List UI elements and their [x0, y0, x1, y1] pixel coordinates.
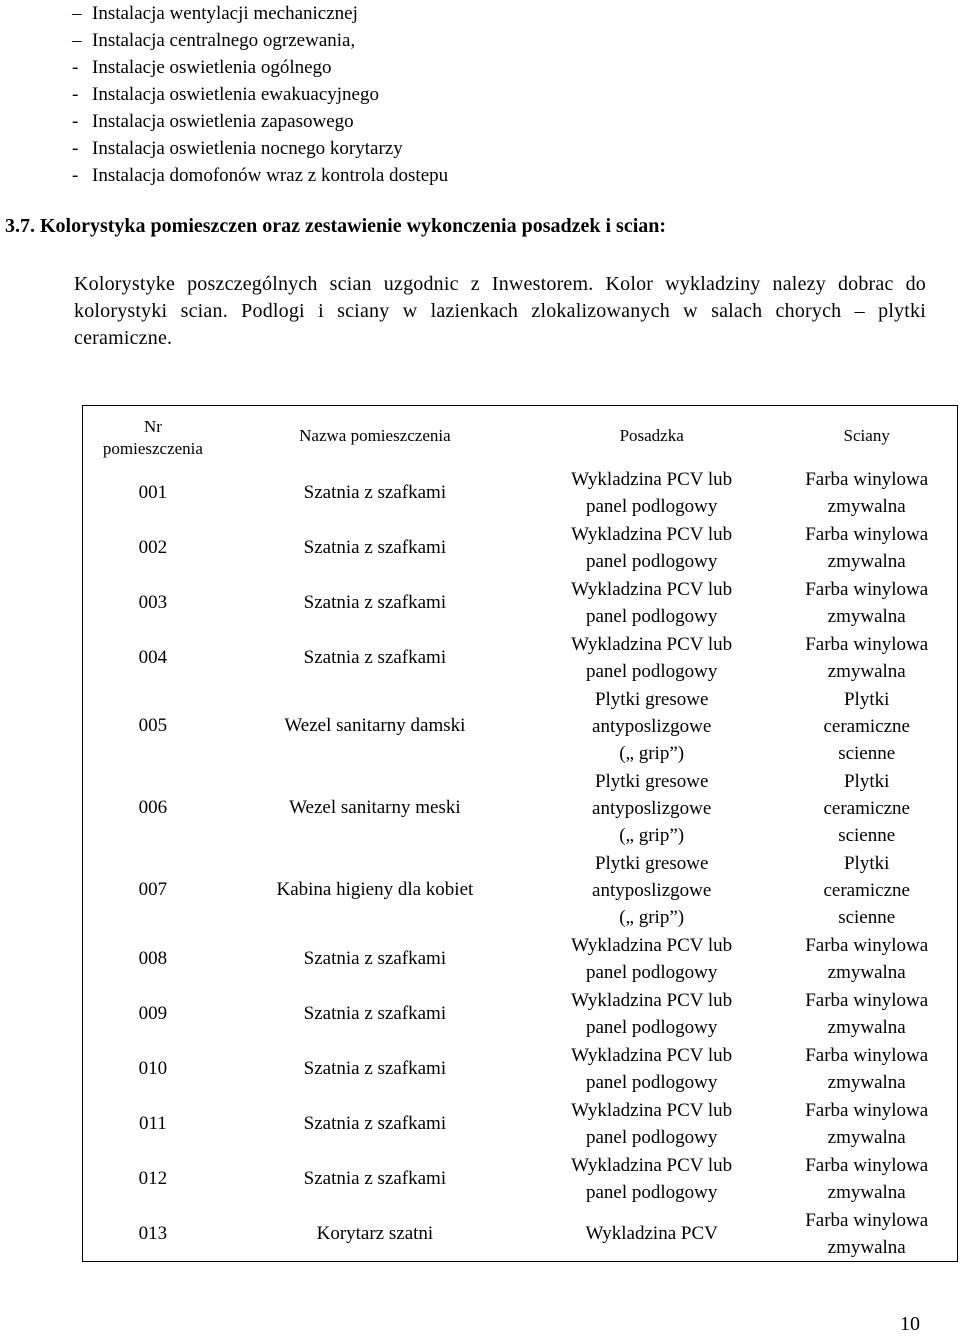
list-item: - Instalacja oswietlenia nocnego korytarzy	[72, 138, 403, 159]
cell-nr: 001	[138, 481, 168, 503]
table-row	[83, 685, 958, 767]
cell-name: Szatnia z szafkami	[303, 1112, 447, 1134]
cell-floor: Wykladzina PCV lub panel podlogowy	[571, 578, 733, 627]
cell-walls: Plytki ceramiczne scienne	[823, 852, 910, 928]
cell-walls: Farba winylowa zmywalna	[805, 1209, 929, 1258]
cell-name: Wezel sanitarny meski	[289, 797, 461, 818]
cell-nr: 006	[138, 797, 168, 818]
list-item: - Instalacja oswietlenia zapasowego	[72, 111, 354, 132]
cell-name: Kabina higieny dla kobiet	[276, 879, 474, 900]
table-row	[83, 1206, 958, 1262]
list-item: - Instalacje oswietlenia ogólnego	[72, 57, 332, 78]
table-row	[83, 575, 958, 630]
cell-walls: Farba winylowa zmywalna	[805, 934, 929, 983]
finishes-table	[82, 405, 958, 1262]
section-heading: 3.7. Kolorystyka pomieszczen oraz zestawienie wykonczenia posadzek i scian:	[5, 215, 667, 237]
cell-floor: Wykladzina PCV lub panel podlogowy	[571, 989, 733, 1038]
cell-name: Szatnia z szafkami	[303, 1057, 447, 1079]
table-row	[83, 767, 958, 849]
cell-name: Szatnia z szafkami	[303, 591, 447, 613]
list-item: - Instalacja oswietlenia ewakuacyjnego	[72, 84, 379, 105]
cell-walls: Farba winylowa zmywalna	[805, 468, 929, 517]
cell-walls: Farba winylowa zmywalna	[805, 523, 929, 572]
cell-name: Szatnia z szafkami	[303, 947, 447, 969]
cell-walls: Farba winylowa zmywalna	[805, 1154, 929, 1203]
cell-walls: Farba winylowa zmywalna	[805, 1044, 929, 1093]
cell-walls: Plytki ceramiczne scienne	[823, 688, 910, 764]
cell-nr: 007	[138, 879, 168, 900]
cell-name: Korytarz szatni	[316, 1222, 434, 1244]
cell-nr: 012	[138, 1167, 168, 1189]
table-row	[83, 1096, 958, 1151]
header-floor: Posadzka	[619, 425, 684, 445]
cell-nr: 002	[138, 536, 168, 558]
table-body	[83, 465, 958, 1262]
list-item: – Instalacja centralnego ogrzewania,	[72, 30, 356, 51]
cell-floor: Wykladzina PCV lub panel podlogowy	[571, 633, 733, 682]
header-nr: Nr pomieszczenia	[102, 416, 203, 458]
cell-walls: Farba winylowa zmywalna	[805, 989, 929, 1038]
table-row	[83, 1041, 958, 1096]
table-row	[83, 630, 958, 685]
cell-nr: 003	[138, 591, 168, 613]
cell-name: Szatnia z szafkami	[303, 536, 447, 558]
header-walls: Sciany	[843, 425, 890, 445]
section-paragraph: Kolorystyke poszczególnych scian uzgodnic z Inwestorem. Kolor wykladziny nalezy dobrac do kolorystyki scian. Podlogi i sciany w lazienkach zlokalizowanych w salach chorych – plytki ceramiczne.	[74, 273, 926, 349]
cell-floor: Wykladzina PCV	[585, 1223, 718, 1244]
cell-name: Szatnia z szafkami	[303, 646, 447, 668]
cell-floor: Wykladzina PCV lub panel podlogowy	[571, 1099, 733, 1148]
table-header-row	[83, 406, 958, 466]
cell-walls: Farba winylowa zmywalna	[805, 578, 929, 627]
cell-name: Szatnia z szafkami	[303, 1002, 447, 1024]
cell-nr: 004	[138, 646, 168, 668]
cell-floor: Wykladzina PCV lub panel podlogowy	[571, 1154, 733, 1203]
cell-nr: 008	[138, 947, 168, 969]
cell-floor: Plytki gresowe antyposlizgowe („ grip”)	[592, 688, 712, 764]
table-row	[83, 465, 958, 520]
table-row	[83, 1151, 958, 1206]
cell-floor: Plytki gresowe antyposlizgowe („ grip”)	[592, 770, 712, 846]
cell-walls: Farba winylowa zmywalna	[805, 1099, 929, 1148]
table-row	[83, 849, 958, 931]
list-item: - Instalacja domofonów wraz z kontrola dostepu	[72, 165, 449, 186]
cell-floor: Wykladzina PCV lub panel podlogowy	[571, 934, 733, 983]
cell-name: Szatnia z szafkami	[303, 481, 447, 503]
cell-floor: Wykladzina PCV lub panel podlogowy	[571, 523, 733, 572]
list-item: – Instalacja wentylacji mechanicznej	[72, 3, 358, 24]
installation-list	[72, 0, 448, 189]
cell-nr: 010	[138, 1057, 168, 1079]
cell-walls: Plytki ceramiczne scienne	[823, 770, 910, 846]
table-row	[83, 931, 958, 986]
cell-name: Szatnia z szafkami	[303, 1167, 447, 1189]
table-row	[83, 986, 958, 1041]
cell-floor: Wykladzina PCV lub panel podlogowy	[571, 468, 733, 517]
cell-nr: 013	[138, 1222, 168, 1244]
cell-floor: Plytki gresowe antyposlizgowe („ grip”)	[592, 852, 712, 928]
cell-nr: 009	[138, 1002, 168, 1024]
cell-nr: 005	[138, 715, 168, 736]
header-name: Nazwa pomieszczenia	[299, 425, 451, 445]
cell-name: Wezel sanitarny damski	[284, 715, 466, 736]
page-number: 10	[900, 1313, 920, 1335]
table-row	[83, 520, 958, 575]
cell-nr: 011	[139, 1112, 167, 1134]
cell-walls: Farba winylowa zmywalna	[805, 633, 929, 682]
cell-floor: Wykladzina PCV lub panel podlogowy	[571, 1044, 733, 1093]
